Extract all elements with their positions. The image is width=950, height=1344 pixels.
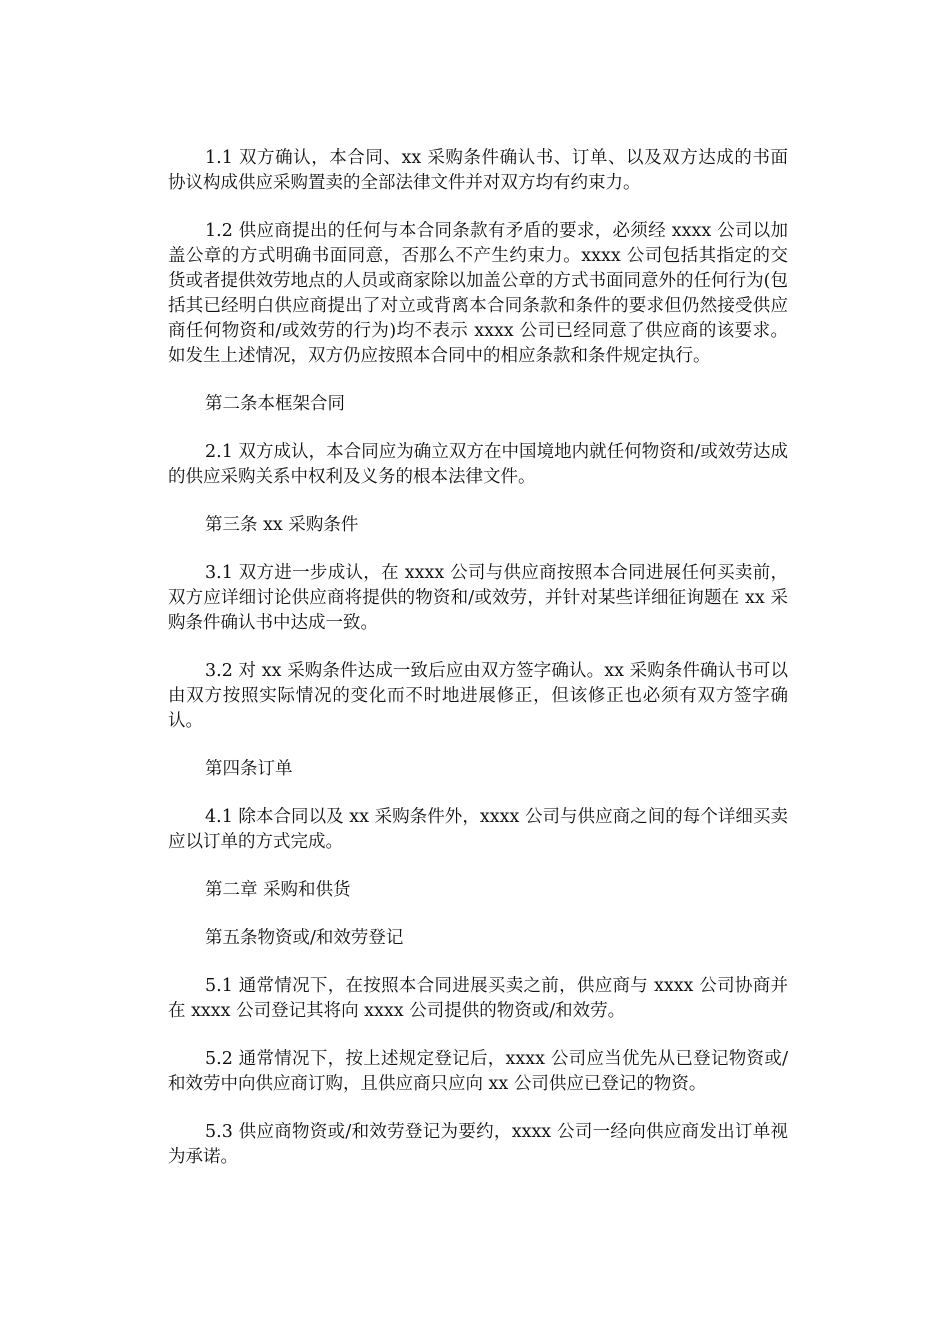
clause-5-2: 5.2 通常情况下，按上述规定登记后，xxxx 公司应当优先从已登记物资或/和效劳中向供应商订购，且供应商只应向 xx 公司供应已登记的物资。 xyxy=(168,1049,788,1094)
chapter-2-heading: 第二章 采购和供货 xyxy=(205,880,351,900)
article-2-heading: 第二条本框架合同 xyxy=(205,394,345,414)
clause-5-1: 5.1 通常情况下，在按照本合同进展买卖之前，供应商与 xxxx 公司协商并在 xxxx 公司登记其将向 xxxx 公司提供的物资或/和效劳。 xyxy=(168,976,788,1021)
clause-1-2: 1.2 供应商提出的任何与本合同条款有矛盾的要求，必须经 xxxx 公司以加盖公章的方式明确书面同意，否那么不产生约束力。xxxx 公司包括其指定的交货或者提供效劳地点的人员或商家除以加盖公章的方式书面同意外的任何行为(包括其已经明白供应商提出了对立或背离本合同条款和条件的要求但仍然接受供应商任何物资和/或效劳的行为)均不表示 xxxx 公司已经同意了供应商的该要求。如发生上述情况，双方仍应按照本合同中的相应条款和条件规定执行。 xyxy=(168,221,788,366)
clause-5-3: 5.3 供应商物资或/和效劳登记为要约，xxxx 公司一经向供应商发出订单视为承诺。 xyxy=(168,1122,788,1167)
clause-3-2: 3.2 对 xx 采购条件达成一致后应由双方签字确认。xx 采购条件确认书可以由双方按照实际情况的变化而不时地进展修正，但该修正也必须有双方签字确认。 xyxy=(168,661,788,731)
article-4-heading: 第四条订单 xyxy=(205,759,293,779)
clause-4-1: 4.1 除本合同以及 xx 采购条件外，xxxx 公司与供应商之间的每个详细买卖应以订单的方式完成。 xyxy=(168,807,788,852)
clause-3-1: 3.1 双方进一步成认，在 xxxx 公司与供应商按照本合同进展任何买卖前，双方应详细讨论供应商将提供的物资和/或效劳，并针对某些详细征询题在 xx 采购条件确认书中达成一致。 xyxy=(168,563,788,633)
clause-1-1: 1.1 双方确认，本合同、xx 采购条件确认书、订单、以及双方达成的书面协议构成供应采购置卖的全部法律文件并对双方均有约束力。 xyxy=(168,148,788,193)
article-3-heading: 第三条 xx 采购条件 xyxy=(205,515,359,535)
article-5-heading: 第五条物资或/和效劳登记 xyxy=(205,928,404,948)
document-body xyxy=(168,146,788,1193)
clause-2-1: 2.1 双方成认，本合同应为确立双方在中国境地内就任何物资和/或效劳达成的供应采购关系中权利及义务的根本法律文件。 xyxy=(168,442,788,487)
